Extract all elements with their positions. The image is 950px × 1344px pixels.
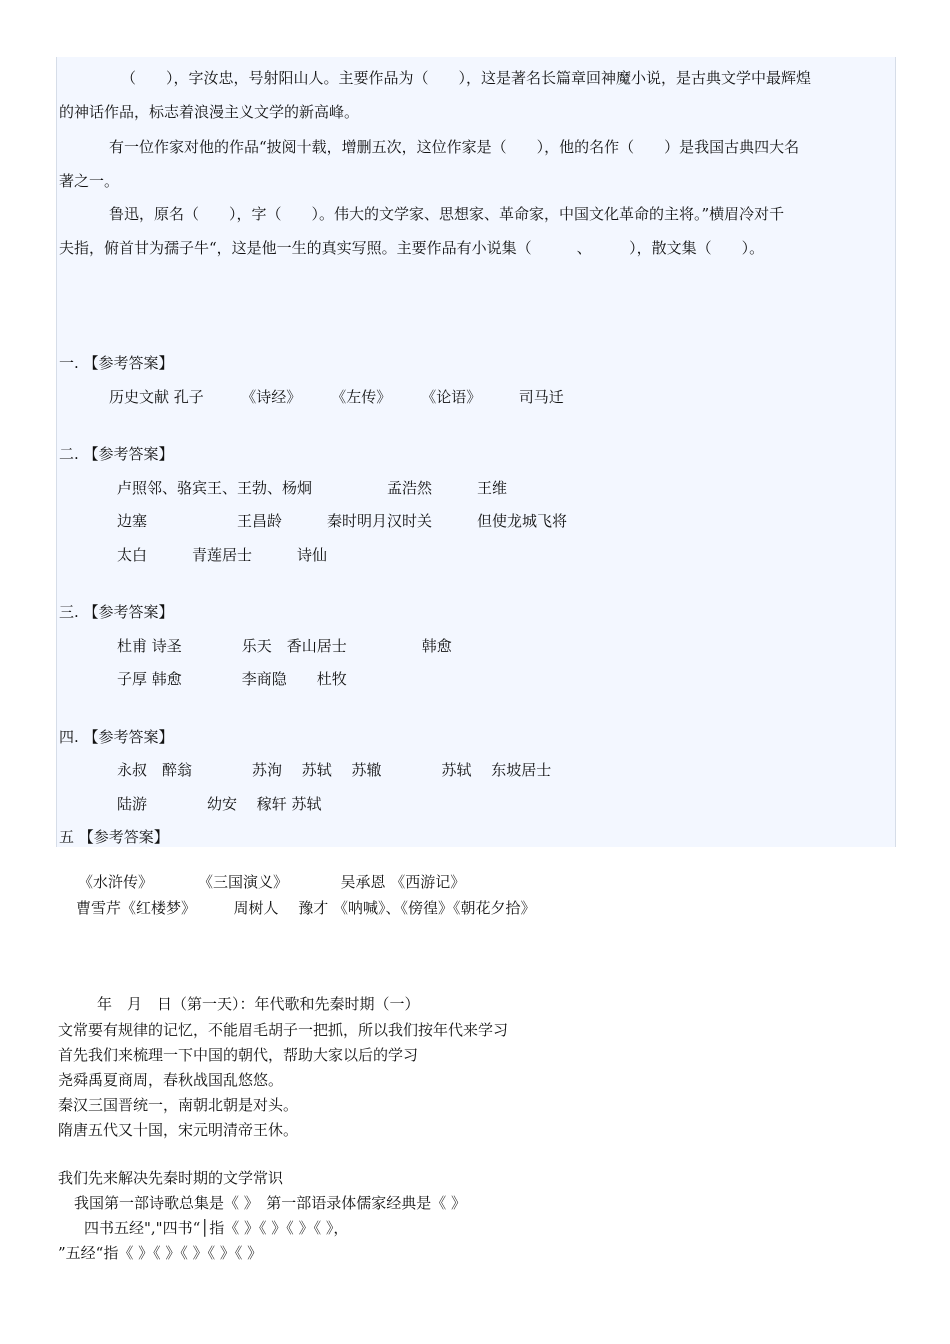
dynasty-song-line: 隋唐五代又十国，宋元明清帝王休。 xyxy=(58,1121,299,1139)
answer-row: 子厚 韩愈 李商隐 杜牧 xyxy=(117,670,347,688)
answer-heading-2: 二. 【参考答案】 xyxy=(59,445,174,463)
question-cao-xueqin-line1: 有一位作家对他的作品“披阅十载，增删五次，这位作家是（ ），他的名作（ ）是我国古典四大名 xyxy=(109,138,800,156)
answer-row: 曹雪芹《红楼梦》 周树人 豫才 《呐喊》、《傍徨》《朝花夕拾》 xyxy=(76,899,536,917)
answer-row: 杜甫 诗圣 乐天 香山居士 韩愈 xyxy=(117,637,452,655)
lesson-title: 年 月 日（第一天）：年代歌和先秦时期（一） xyxy=(97,995,420,1013)
answer-row: 《水浒传》 《三国演义》 吴承恩 《西游记》 xyxy=(78,873,466,891)
answer-heading-4: 四. 【参考答案】 xyxy=(59,728,174,746)
question-wu-chengen-line1: （ ），字汝忠，号射阳山人。主要作品为（ ），这是著名长篇章回神魔小说，是古典文学中最辉煌 xyxy=(121,69,812,87)
lesson-intro: 首先我们来梳理一下中国的朝代，帮助大家以后的学习 xyxy=(58,1046,419,1064)
answer-row: 边塞 王昌龄 秦时明月汉时关 但使龙城飞将 xyxy=(117,512,568,530)
answer-row: 陆游 幼安 稼轩 苏轼 xyxy=(117,795,322,813)
answer-heading-5: 五 【参考答案】 xyxy=(59,828,169,846)
question-cao-xueqin-line2: 著之一。 xyxy=(59,172,120,190)
exercise-and-answer-panel xyxy=(56,57,896,847)
pre-qin-question: ”五经“指《 》《 》《 》《 》《 》 xyxy=(58,1244,263,1262)
dynasty-song-line: 秦汉三国晋统一，南朝北朝是对头。 xyxy=(58,1096,299,1114)
answer-row: 永叔 醉翁 苏洵 苏轼 苏辙 苏轼 东坡居士 xyxy=(117,761,552,779)
lesson-intro: 文常要有规律的记忆，不能眉毛胡子一把抓，所以我们按年代来学习 xyxy=(58,1021,509,1039)
answer-row: 卢照邻、骆宾王、王勃、杨炯 孟浩然 王维 xyxy=(117,479,508,497)
question-lu-xun-line1: 鲁迅，原名（ ），字（ ）。伟大的文学家、思想家、革命家，中国文化革命的主将。”横眉冷对千 xyxy=(109,205,785,223)
pre-qin-question: 四书五经","四书“│指《 》《 》《 》《 》， xyxy=(84,1219,349,1237)
answer-heading-3: 三. 【参考答案】 xyxy=(59,603,174,621)
question-wu-chengen-line2: 的神话作品，标志着浪漫主义文学的新高峰。 xyxy=(59,103,360,121)
answer-row: 历史文献 孔子 《诗经》 《左传》 《论语》 司马迁 xyxy=(109,388,564,406)
pre-qin-heading: 我们先来解决先秦时期的文学常识 xyxy=(58,1169,284,1187)
answer-row: 太白 青莲居士 诗仙 xyxy=(117,546,328,564)
pre-qin-question: 我国第一部诗歌总集是《 》 第一部语录体儒家经典是《 》 xyxy=(74,1194,467,1212)
dynasty-song-line: 尧舜禹夏商周，春秋战国乱悠悠。 xyxy=(58,1071,284,1089)
question-lu-xun-line2: 夫指，俯首甘为孺子牛“，这是他一生的真实写照。主要作品有小说集（ 、 ），散文集（ ）。 xyxy=(59,239,765,257)
answer-heading-1: 一. 【参考答案】 xyxy=(59,354,174,372)
